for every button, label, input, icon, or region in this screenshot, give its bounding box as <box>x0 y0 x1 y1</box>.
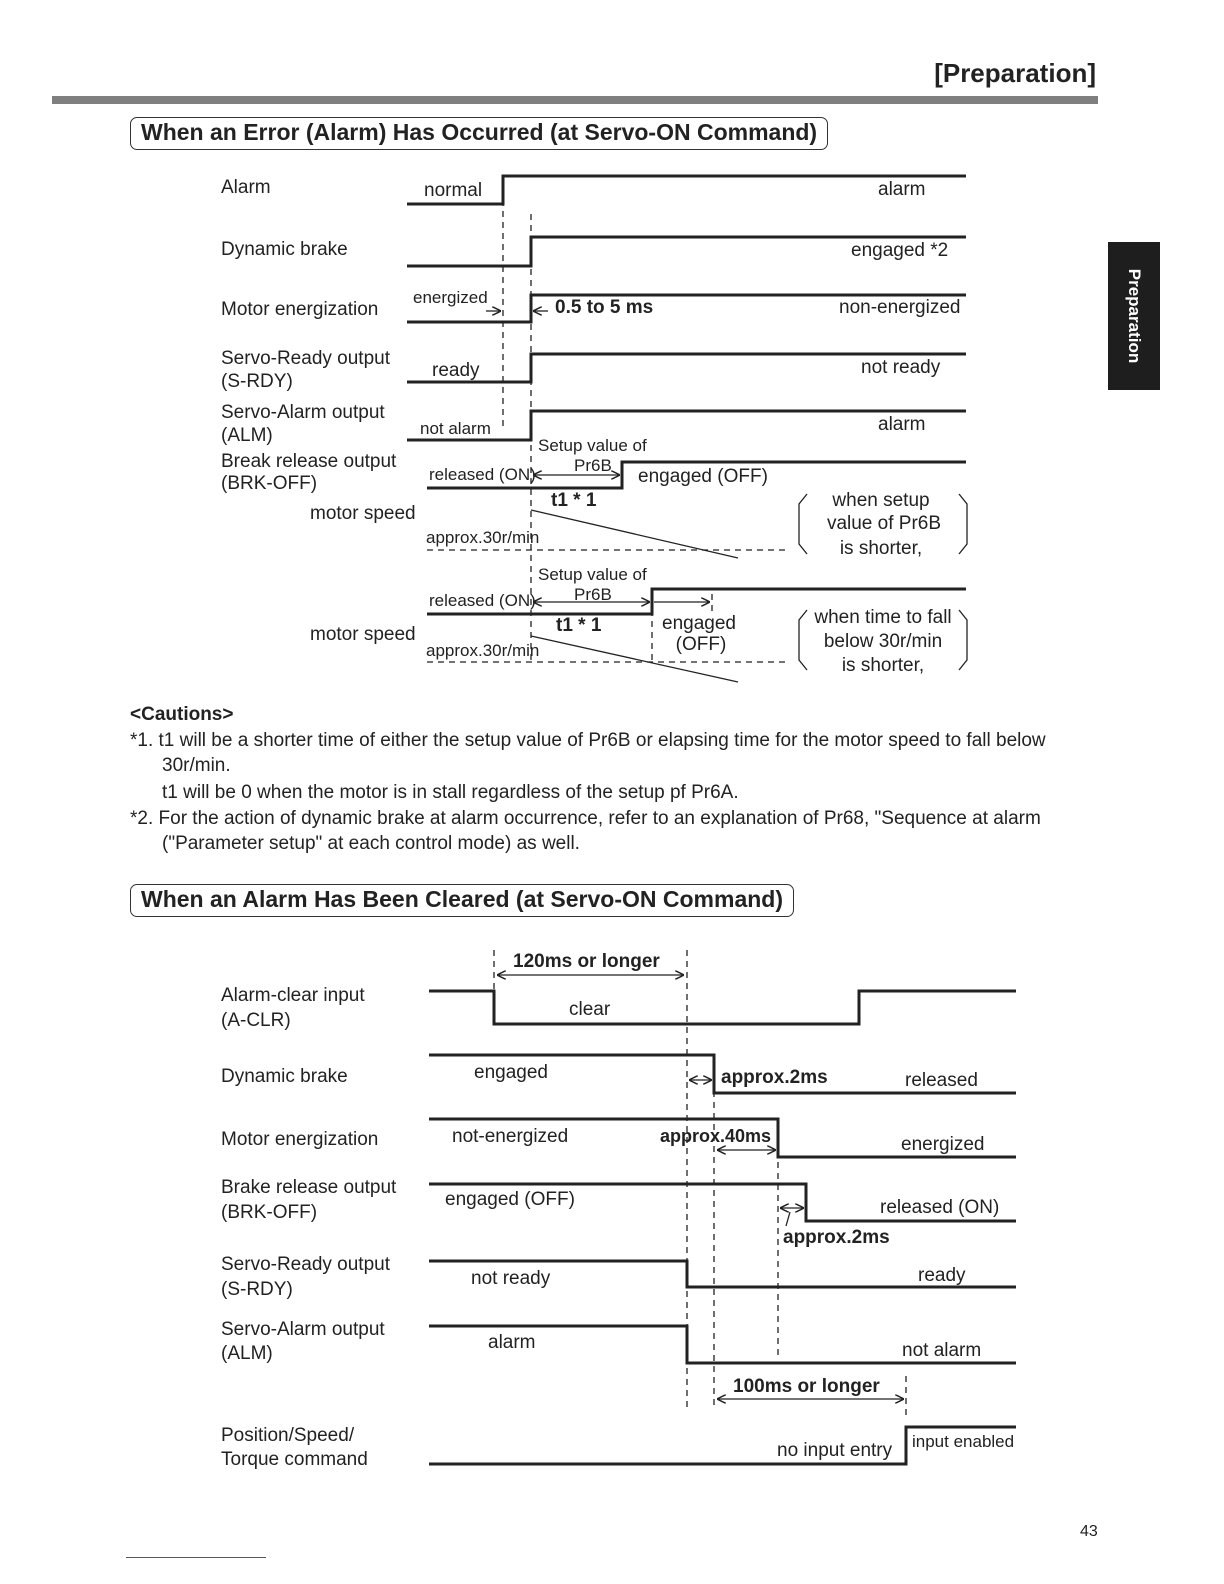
state-not-ready: not ready <box>861 357 941 378</box>
row-brake-release-code-2: (BRK-OFF) <box>221 1202 318 1223</box>
side-tab-label: Preparation <box>1125 268 1144 364</box>
state-not-ready-2: not ready <box>471 1268 551 1289</box>
row-servo-ready-code: (S-RDY) <box>221 371 293 392</box>
alarm-clear-signal <box>429 991 1016 1024</box>
caution-2-line-1: *2. For the action of dynamic brake at alarm occurrence, refer to an explanation of Pr68, "Sequence at alarm <box>130 808 1041 829</box>
page-header: [Preparation] <box>934 58 1096 88</box>
row-alarm: Alarm <box>221 177 271 198</box>
row-servo-alarm-2: Servo-Alarm output <box>221 1319 385 1340</box>
state-not-energized: not-energized <box>452 1126 569 1147</box>
label-setup-value-b: Setup value of <box>538 565 647 584</box>
row-brake-release-code: (BRK-OFF) <box>221 473 318 494</box>
row-motor-energization-2: Motor energization <box>221 1129 379 1150</box>
label-120ms-or-longer: 120ms or longer <box>513 951 660 972</box>
state-engaged: engaged *2 <box>851 240 949 261</box>
state-non-energized: non-energized <box>839 297 961 318</box>
section2-title: When an Alarm Has Been Cleared (at Servo-ON Command) <box>130 884 794 917</box>
caution-1-line-2: 30r/min. <box>162 755 231 776</box>
label-timing-0-5-to-5ms: 0.5 to 5 ms <box>555 297 654 318</box>
row-motor-energization: Motor energization <box>221 299 379 320</box>
label-approx-2ms-b: approx.2ms <box>783 1227 890 1248</box>
state-not-alarm: not alarm <box>420 419 491 438</box>
label-approx-2ms: approx.2ms <box>721 1067 828 1088</box>
state-alarm-2: alarm <box>878 414 926 435</box>
case2-line2: below 30r/min <box>823 631 943 652</box>
state-normal: normal <box>424 180 483 201</box>
label-pr6b-b: Pr6B <box>574 585 612 604</box>
label-t1-b: t1 * 1 <box>556 615 602 636</box>
label-approx30-b: approx.30r/min <box>426 641 540 660</box>
row-dynamic-brake: Dynamic brake <box>221 239 348 260</box>
alarm-timing-diagram <box>0 0 1224 700</box>
row-servo-alarm: Servo-Alarm output <box>221 402 385 423</box>
state-released-on-b: released (ON) <box>429 591 536 610</box>
state-ready-2: ready <box>918 1265 966 1286</box>
case2-line1: when time to fall <box>814 607 952 628</box>
row-servo-alarm-code: (ALM) <box>221 425 273 446</box>
caution-1-line-1: *1. t1 will be a shorter time of either the setup value of Pr6B or elapsing time for the motor speed to fall below <box>130 730 1046 751</box>
row-servo-alarm-code-2: (ALM) <box>221 1343 273 1364</box>
state-engaged-off-2: engaged (OFF) <box>445 1189 575 1210</box>
state-energized-2: energized <box>901 1134 985 1155</box>
row-servo-ready-2: Servo-Ready output <box>221 1254 390 1275</box>
row-command-1: Position/Speed/ <box>221 1425 355 1446</box>
row-dynamic-brake-2: Dynamic brake <box>221 1066 348 1087</box>
label-t1: t1 * 1 <box>551 490 597 511</box>
row-brake-release: Break release output <box>221 451 397 472</box>
label-approx30: approx.30r/min <box>426 528 540 547</box>
cautions-heading: <Cautions> <box>130 704 234 725</box>
state-no-input-entry: no input entry <box>777 1440 893 1461</box>
label-setup-value: Setup value of <box>538 436 647 455</box>
state-engaged-off: engaged (OFF) <box>638 466 768 487</box>
case1-line3: is shorter, <box>839 538 923 559</box>
state-engaged-off-b: (OFF) <box>675 634 727 655</box>
state-input-enabled: input enabled <box>912 1432 1015 1451</box>
row-servo-ready-code-2: (S-RDY) <box>221 1279 293 1300</box>
state-released-on-2: released (ON) <box>880 1197 1000 1218</box>
row-alarm-clear: Alarm-clear input <box>221 985 365 1006</box>
case1-line1: when setup <box>832 490 930 511</box>
state-clear: clear <box>569 999 611 1020</box>
case2-line3: is shorter, <box>841 655 925 676</box>
row-command-2: Torque command <box>221 1449 368 1470</box>
state-released: released <box>905 1070 978 1091</box>
label-pr6b: Pr6B <box>574 456 612 475</box>
caution-1-line-3: t1 will be 0 when the motor is in stall regardless of the setup pf Pr6A. <box>162 782 739 803</box>
row-alarm-clear-code: (A-CLR) <box>221 1010 291 1031</box>
label-approx-40ms: approx.40ms <box>660 1126 772 1146</box>
state-ready: ready <box>432 360 480 381</box>
state-energized: energized <box>413 288 488 307</box>
row-motor-speed-2: motor speed <box>310 624 416 645</box>
label-100ms-or-longer: 100ms or longer <box>733 1376 880 1397</box>
footer-link-underline[interactable] <box>126 1557 266 1558</box>
state-released-on: released (ON) <box>429 465 536 484</box>
motor-speed-curve-1 <box>531 510 738 558</box>
row-motor-speed-1: motor speed <box>310 503 416 524</box>
row-brake-release-2: Brake release output <box>221 1177 397 1198</box>
alarm-clear-timing-diagram <box>0 930 1224 1490</box>
state-alarm: alarm <box>878 179 926 200</box>
case1-line2: value of Pr6B <box>826 513 942 534</box>
row-servo-ready: Servo-Ready output <box>221 348 390 369</box>
caution-2-line-2: ("Parameter setup" at each control mode) as well. <box>162 833 580 854</box>
section1-title: When an Error (Alarm) Has Occurred (at Servo-ON Command) <box>130 117 828 150</box>
page-number: 43 <box>1080 1523 1098 1540</box>
state-engaged-b: engaged <box>662 613 736 634</box>
state-alarm-3: alarm <box>488 1332 536 1353</box>
state-not-alarm-2: not alarm <box>902 1340 982 1361</box>
state-engaged-2: engaged <box>474 1062 548 1083</box>
